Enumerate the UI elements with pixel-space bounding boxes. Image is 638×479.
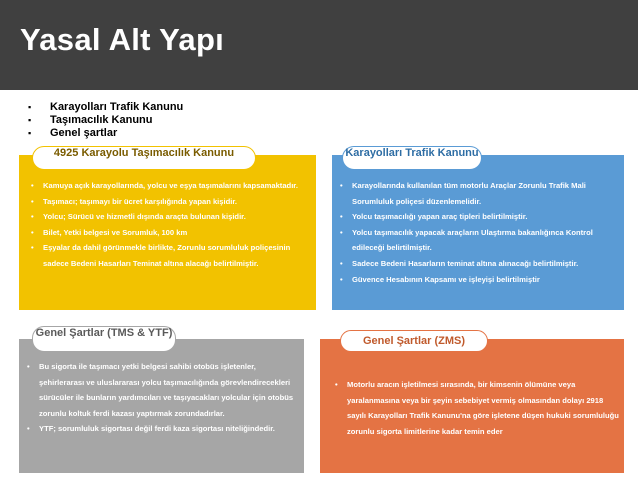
panel-tag-genel-sartlar-tms: Genel Şartlar (TMS & YTF) bbox=[32, 326, 176, 352]
bullet-icon: • bbox=[340, 212, 343, 222]
panel-list bbox=[340, 178, 622, 287]
list-item bbox=[340, 178, 622, 209]
topic-item bbox=[28, 114, 183, 127]
bullet-icon: • bbox=[31, 196, 34, 206]
list-item bbox=[31, 240, 311, 271]
topic-label: Taşımacılık Kanunu bbox=[50, 114, 153, 126]
topic-item bbox=[28, 127, 183, 140]
bullet-icon: • bbox=[31, 181, 34, 190]
genel-sartlar-zms-panel bbox=[320, 339, 624, 473]
list-item bbox=[340, 256, 622, 272]
list-item bbox=[31, 194, 311, 210]
list-item-text: Taşımacı; taşımayı bir ücret karşılığında yapan kişidir. bbox=[43, 196, 238, 206]
list-item bbox=[31, 225, 311, 241]
bullet-icon: • bbox=[340, 258, 343, 268]
topic-list bbox=[28, 101, 183, 140]
list-item-text: YTF; sorumluluk sigortası değil ferdi kaza sigortası niteliğindedir. bbox=[39, 424, 275, 434]
karayollari-trafik-panel bbox=[332, 155, 624, 310]
panel-list bbox=[27, 359, 301, 437]
list-item-text: Yolcu taşımacılığı yapan araç tipleri belirtilmiştir. bbox=[352, 212, 528, 222]
list-item-text: Karayollarında kullanılan tüm motorlu Araçlar Zorunlu Trafik Mali Sorumluluk poliçesi düzenlemelidir. bbox=[352, 181, 586, 206]
square-bullet-icon: ▪ bbox=[28, 115, 32, 125]
bullet-icon: • bbox=[335, 380, 338, 389]
list-item-text: Bilet, Yetki belgesi ve Sorumluk, 100 km bbox=[43, 227, 188, 237]
bullet-icon: • bbox=[31, 243, 34, 253]
page-title: Yasal Alt Yapı bbox=[20, 22, 225, 57]
list-item bbox=[340, 209, 622, 225]
list-item bbox=[31, 209, 311, 225]
list-item-text: Sadece Bedeni Hasarların teminat altına alınacağı belirtilmiştir. bbox=[352, 258, 579, 268]
square-bullet-icon: ▪ bbox=[28, 102, 32, 112]
list-item bbox=[340, 272, 622, 288]
list-item-text: Güvence Hesabının Kapsamı ve işleyişi belirtilmiştir bbox=[352, 274, 540, 284]
square-bullet-icon: ▪ bbox=[28, 128, 32, 138]
bullet-icon: • bbox=[31, 212, 34, 222]
list-item-text: Yolcu; Sürücü ve hizmetli dışında araçta bulunan kişidir. bbox=[43, 212, 246, 222]
topic-item bbox=[28, 101, 183, 114]
list-item bbox=[27, 421, 301, 437]
list-item bbox=[340, 225, 622, 256]
bullet-icon: • bbox=[31, 227, 34, 237]
list-item-text: Bu sigorta ile taşımacı yetki belgesi sahibi otobüs işletenler, şehirlerarası ve uluslararası yolcu taşımacılığında görevlendirecekleri sürücüler ile bunların yardımcıları ve taşıyacakları yolcular için otobüs zorunlu koltuk ferdi kazası yaptırmak zorundadırlar. bbox=[39, 362, 294, 418]
bullet-icon: • bbox=[340, 274, 343, 284]
title-bar bbox=[0, 0, 638, 90]
bullet-icon: • bbox=[340, 227, 343, 237]
topic-label: Karayolları Trafik Kanunu bbox=[50, 101, 184, 113]
panel-list bbox=[335, 377, 619, 439]
bullet-icon: • bbox=[27, 362, 30, 371]
list-item-text: Yolcu taşımacılık yapacak araçların Ulaştırma bakanlığınca Kontrol edileceği belirtilmiştir. bbox=[352, 227, 593, 253]
list-item-text: Kamuya açık karayollarında, yolcu ve eşya taşımalarını kapsamaktadır. bbox=[43, 181, 298, 190]
topic-label: Genel şartlar bbox=[50, 127, 118, 139]
panel-tag-genel-sartlar-zms: Genel Şartlar (ZMS) bbox=[340, 330, 488, 352]
list-item-text: Eşyalar da dahil görünmekle birlikte, Zorunlu sorumluluk poliçesinin sadece Bedeni Hasarları Teminat altına alacağı belirtilmiştir. bbox=[43, 243, 291, 268]
panel-tag-karayollari-trafik: Karayolları Trafik Kanunu bbox=[342, 146, 482, 170]
list-item bbox=[335, 377, 619, 439]
bullet-icon: • bbox=[27, 424, 30, 434]
genel-sartlar-tms-panel bbox=[19, 339, 304, 473]
list-item bbox=[27, 359, 301, 421]
bullet-icon: • bbox=[340, 181, 343, 190]
karayolu-tasimacilik-panel bbox=[19, 155, 316, 310]
panel-list bbox=[31, 178, 311, 272]
list-item-text: Motorlu aracın işletilmesi sırasında, bir kimsenin ölümüne veya yaralanmasına veya bir şeyin sebebiyet vermiş olmasından dolayı 2918 sayılı Karayolları Trafik Kanunu'na göre işletene düşen hukuki sorumluluğu zorunlu sigorta limitlerine kadar temin eder bbox=[347, 380, 619, 436]
panel-tag-karayolu-tasimacilik: 4925 Karayolu Taşımacılık Kanunu bbox=[32, 146, 256, 170]
list-item bbox=[31, 178, 311, 194]
